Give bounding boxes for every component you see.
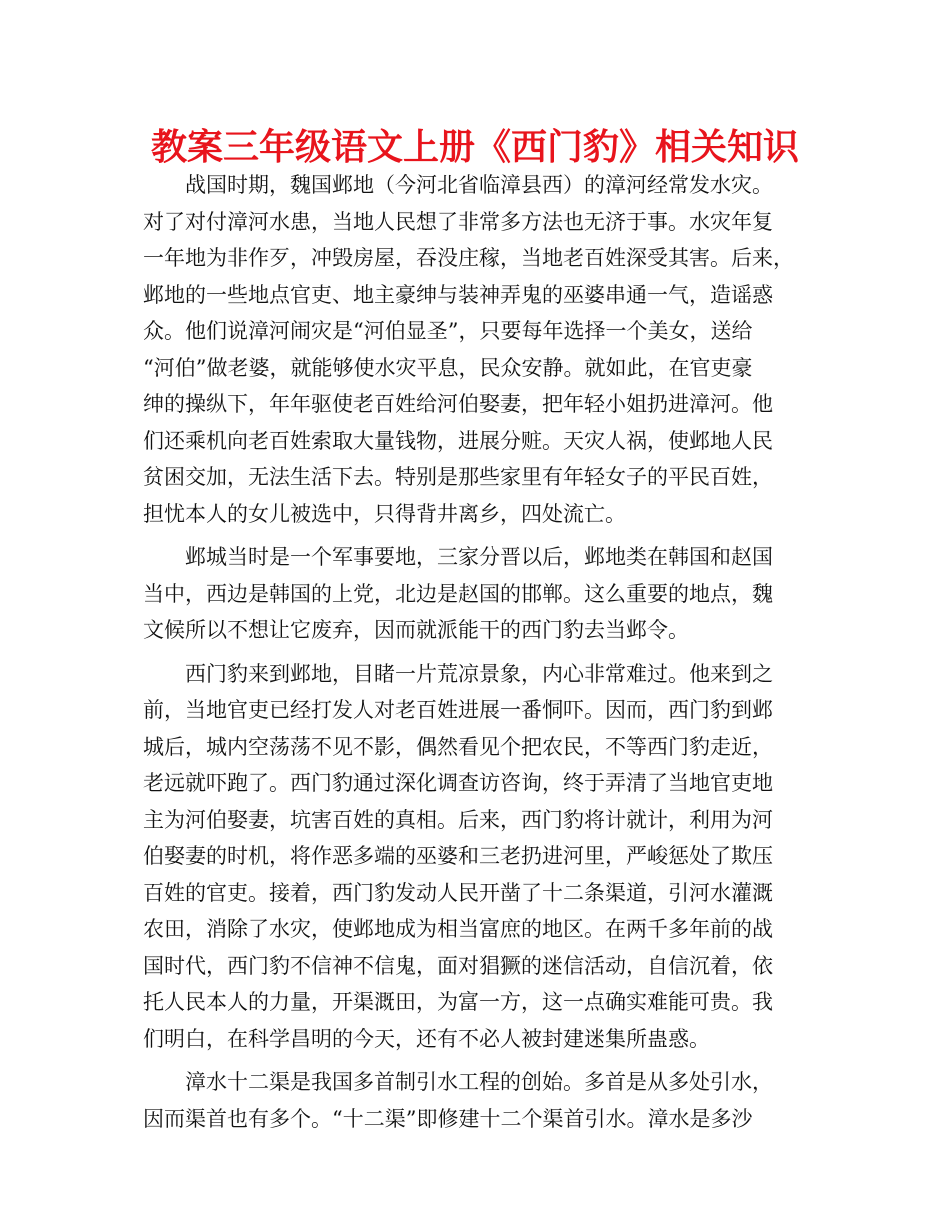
text-line: 邺地的一些地点官吏、地主豪绅与装神弄鬼的巫婆串通一气，造谣惑: [143, 282, 773, 307]
paragraph: [143, 539, 813, 649]
text-line: 绅的操纵下，年年驱使老百姓给河伯娶妻，把年轻小姐扔进漳河。他: [143, 392, 773, 416]
paragraph: [143, 656, 813, 1058]
paragraph: [143, 1064, 813, 1137]
text-line: 国时代，西门豹不信神不信鬼，面对猖獗的迷信活动，自信沉着，依: [143, 953, 773, 978]
paragraph-gap: [143, 532, 813, 539]
text-line: 漳水十二渠是我国多首制引水工程的创始。多首是从多处引水，: [185, 1070, 773, 1094]
text-line: 前，当地官吏已经打发人对老百姓进展一番恫吓。因而，西门豹到邺: [143, 698, 773, 722]
text-line: 邺城当时是一个军事要地，三家分晋以后，邺地类在韩国和赵国: [185, 545, 773, 569]
text-line: 对了对付漳河水患，当地人民想了非常多方法也无济于事。水灾年复: [143, 209, 773, 234]
paragraph-gap: [143, 1057, 813, 1064]
paragraph: [143, 167, 813, 532]
text-line: 托人民本人的力量，开渠溉田，为富一方，这一点确实难能可贵。我: [143, 990, 773, 1014]
document-body: [143, 167, 813, 1137]
text-line: 百姓的官吏。接着，西门豹发动人民开凿了十二条渠道，引河水灌溉: [143, 880, 773, 905]
document-title: 教案三年级语文上册《西门豹》相关知识: [150, 127, 799, 168]
text-line: 众。他们说漳河闹灾是“河伯显圣”，只要每年选择一个美女，送给: [143, 319, 753, 343]
text-line: 文候所以不想让它废弃，因而就派能干的西门豹去当邺令。: [143, 618, 689, 642]
text-line: 因而渠首也有多个。“十二渠”即修建十二个渠首引水。漳水是多沙: [143, 1106, 753, 1131]
text-line: 一年地为非作歹，冲毁房屋，吞没庄稼，当地老百姓深受其害。后来，: [143, 246, 794, 270]
text-line: 担忧本人的女儿被选中，只得背井离乡，四处流亡。: [143, 501, 626, 526]
paragraph-gap: [143, 649, 813, 656]
text-line: 们还乘机向老百姓索取大量钱物，进展分赃。天灾人祸，使邺地人民: [143, 428, 773, 453]
text-line: 西门豹来到邺地，目睹一片荒凉景象，内心非常难过。他来到之: [185, 661, 773, 686]
text-line: 农田，消除了水灾，使邺地成为相当富庶的地区。在两千多年前的战: [143, 917, 773, 941]
text-line: “河伯”做老婆，就能够使水灾平息，民众安静。就如此，在官吏豪: [143, 355, 753, 380]
text-line: 城后，城内空荡荡不见不影，偶然看见个把农民，不等西门豹走近，: [143, 734, 773, 759]
text-line: 伯娶妻的时机，将作恶多端的巫婆和三老扔进河里，严峻惩处了欺压: [143, 844, 773, 868]
text-line: 老远就吓跑了。西门豹通过深化调查访咨询，终于弄清了当地官吏地: [143, 771, 773, 795]
text-line: 贫困交加，无法生活下去。特别是那些家里有年轻女子的平民百姓，: [143, 465, 773, 489]
text-line: 们明白，在科学昌明的今天，还有不必人被封建迷集所蛊惑。: [143, 1026, 710, 1051]
text-line: 主为河伯娶妻，坑害百姓的真相。后来，西门豹将计就计，利用为河: [143, 807, 773, 832]
text-line: 当中，西边是韩国的上党，北边是赵国的邯郸。这么重要的地点，魏: [143, 581, 773, 606]
text-line: 战国时期，魏国邺地（今河北省临漳县西）的漳河经常发水灾。: [185, 173, 773, 197]
